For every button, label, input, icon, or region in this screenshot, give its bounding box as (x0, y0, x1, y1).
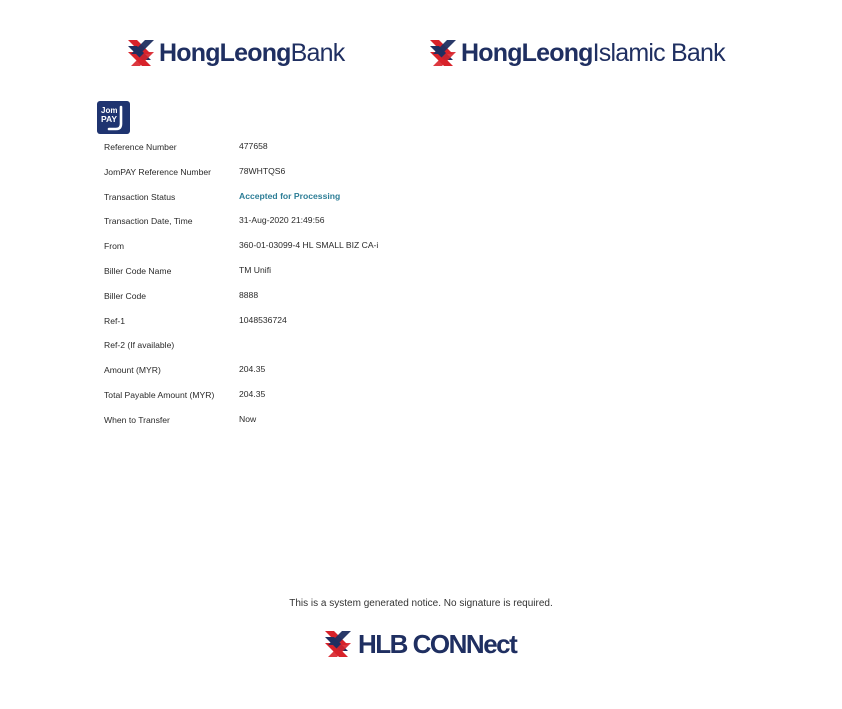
detail-label: Amount (MYR) (104, 365, 161, 376)
system-notice: This is a system generated notice. No signature is required. (289, 598, 553, 609)
detail-row-biller-code-name (104, 262, 424, 287)
detail-label: JomPAY Reference Number (104, 166, 211, 177)
hlb-connect-logo (322, 628, 516, 660)
detail-value: Now (239, 413, 257, 424)
detail-label: Ref-1 (104, 315, 126, 326)
detail-label: Total Payable Amount (MYR) (104, 389, 215, 400)
detail-label: Biller Code (104, 290, 147, 301)
detail-row-reference-number (104, 138, 424, 163)
detail-value: 8888 (239, 289, 259, 300)
detail-label: Biller Code Name (104, 265, 172, 276)
logo-bank-text: Bank (290, 38, 345, 67)
detail-row-jompay-reference (104, 163, 424, 188)
detail-label: Reference Number (104, 142, 177, 152)
logo-islamic-bank-text: Islamic Bank (592, 38, 725, 67)
detail-value: 31-Aug-2020 21:49:56 (239, 215, 325, 226)
detail-value: 78WHTQS6 (239, 165, 286, 176)
jompay-badge-icon (97, 101, 130, 134)
detail-row-transaction-datetime (104, 212, 424, 237)
detail-value: 204.35 (239, 388, 266, 399)
detail-row-ref-1 (104, 312, 424, 337)
jompay-line2: PAY (101, 114, 118, 124)
jompay-line1: Jom (101, 106, 118, 115)
transaction-details (104, 138, 424, 436)
detail-row-from (104, 237, 424, 262)
detail-value: 1048536724 (239, 314, 287, 325)
hong-leong-bank-logo (126, 37, 344, 69)
jompay-logo (97, 101, 130, 134)
hong-leong-emblem-icon (126, 37, 156, 69)
detail-value: 204.35 (239, 364, 266, 375)
logo-hongleong-text: HongLeong (159, 38, 291, 67)
detail-label: Ref-2 (If available) (104, 340, 175, 351)
detail-value: TM Unifi (239, 264, 271, 275)
detail-row-biller-code (104, 287, 424, 312)
detail-label: Transaction Date, Time (104, 216, 193, 227)
status-value: Accepted for Processing (239, 190, 341, 201)
detail-value: 477658 (239, 141, 268, 151)
hong-leong-islamic-bank-logo (428, 37, 725, 69)
detail-row-ref-2 (104, 336, 424, 361)
hong-leong-emblem-icon (428, 37, 458, 69)
detail-label: From (104, 241, 125, 252)
detail-label: When to Transfer (104, 414, 170, 425)
detail-value: 360-01-03099-4 HL SMALL BIZ CA-i (239, 240, 379, 251)
detail-row-when-to-transfer (104, 411, 424, 436)
detail-row-total-payable (104, 386, 424, 411)
detail-row-transaction-status (104, 188, 424, 213)
hong-leong-emblem-icon (322, 628, 354, 660)
hlb-connect-text: HLB CONNect (358, 629, 517, 659)
logo-hongleong-text: HongLeong (461, 38, 593, 67)
detail-label: Transaction Status (104, 191, 176, 202)
detail-row-amount (104, 361, 424, 386)
